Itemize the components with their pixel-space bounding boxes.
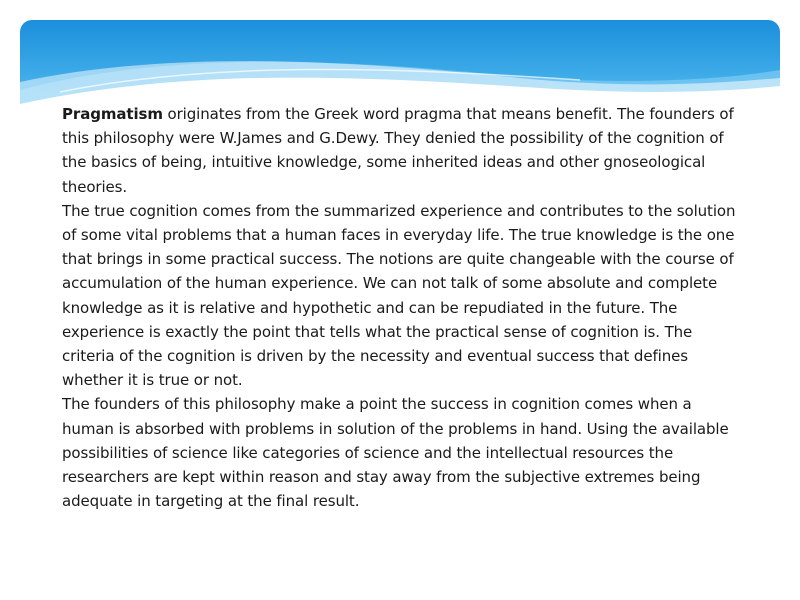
body-text [62, 102, 737, 513]
term-pragmatism: Pragmatism [62, 105, 163, 123]
paragraph-definition-text: originates from the Greek word pragma that means benefit. The founders of this philosophy were W.James and G.Dewy. They denied the possibility of the cognition of the basics of being, intuitive knowledge, some inherited ideas and other gnoseological theories. [62, 105, 734, 196]
paragraph-definition [62, 102, 737, 199]
paragraph-true-cognition: The true cognition comes from the summarized experience and contributes to the solution of some vital problems that a human faces in everyday life. The true knowledge is the one that brings in some practical success. The notions are quite changeable with the course of accumulation of the human experience. We can not talk of some absolute and complete knowledge as it is relative and hypothetic and can be repudiated in the future. The experience is exactly the point that tells what the practical sense of cognition is. The criteria of the cognition is driven by the necessity and eventual success that defines whether it is true or not. [62, 201, 736, 390]
paragraph-founders: The founders of this philosophy make a point the success in cognition comes when a human is absorbed with problems in solution of the problems in hand. Using the available possibilities of science like categories of science and the intellectual resources the researchers are kept within reason and stay away from the subjective extremes being adequate in targeting at the final result. [62, 395, 729, 511]
